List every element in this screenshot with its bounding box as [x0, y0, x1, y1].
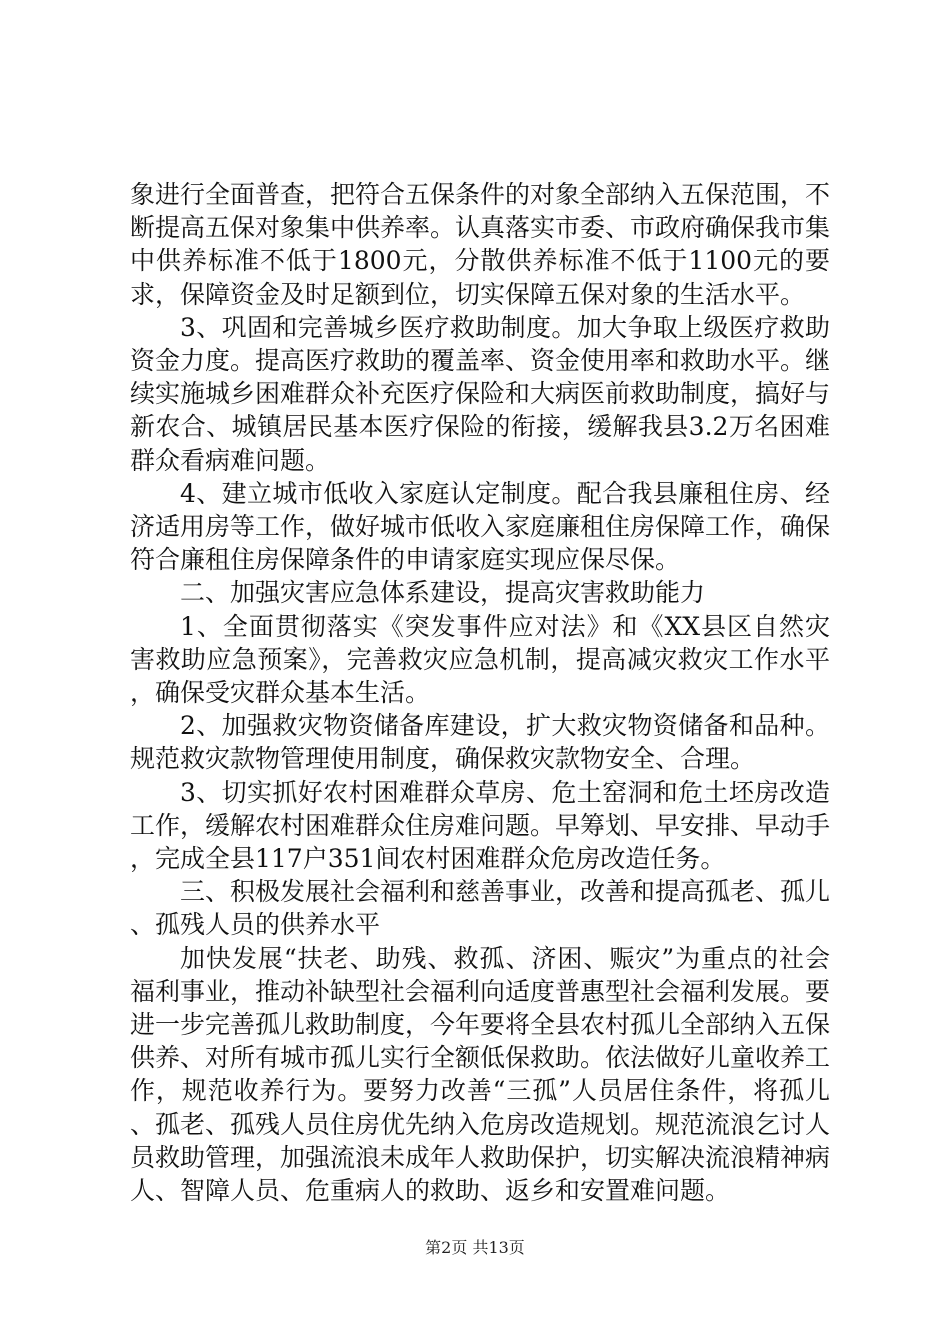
section-heading-social-welfare: 三、积极发展社会福利和慈善事业，改善和提高孤老、孤儿、孤残人员的供养水平	[130, 877, 831, 940]
paragraph-low-income-certification: 4、建立城市低收入家庭认定制度。配合我县廉租住房、经济适用房等工作，做好城市低收入家庭廉租住房保障工作，确保符合廉租住房保障条件的申请家庭实现应保尽保。	[130, 478, 831, 575]
paragraph-welfare-development: 加快发展“扶老、助残、救孤、济困、赈灾”为重点的社会福利事业，推动补缺型社会福利向适度普惠型社会福利发展。要进一步完善孤儿救助制度，今年要将全县农村孤儿全部纳入五保供养、对所有城市孤儿实行全额低保救助。依法做好儿童收养工作，规范收养行为。要努力改善“三孤”人员居住条件，将孤儿、孤老、孤残人员住房优先纳入危房改造规划。规范流浪乞讨人员救助管理，加强流浪未成年人救助保护，切实解决流浪精神病人、智障人员、危重病人的救助、返乡和安置难问题。	[130, 943, 831, 1206]
section-heading-disaster-relief: 二、加强灾害应急体系建设，提高灾害救助能力	[180, 578, 706, 608]
paragraph-emergency-law: 1、全面贯彻落实《突发事件应对法》和《XX县区自然灾害救助应急预案》，完善救灾应急机制，提高减灾救灾工作水平，确保受灾群众基本生活。	[130, 611, 830, 708]
document-body	[130, 178, 830, 1207]
paragraph-medical-aid: 3、巩固和完善城乡医疗救助制度。加大争取上级医疗救助资金力度。提高医疗救助的覆盖率、资金使用率和救助水平。继续实施城乡困难群众补充医疗保险和大病医前救助制度，搞好与新农合、城镇居民基本医疗保险的衔接，缓解我县3.2万名困难群众看病难问题。	[130, 312, 831, 475]
paragraph-relief-storage: 2、加强救灾物资储备库建设，扩大救灾物资储备和品种。规范救灾款物管理使用制度，确保救灾款物安全、合理。	[130, 711, 830, 774]
page-number-footer: 第2页 共13页	[425, 1238, 525, 1257]
paragraph-housing-renovation: 3、切实抓好农村困难群众草房、危土窑洞和危土坯房改造工作，缓解农村困难群众住房难问题。早筹划、早安排、早动手，完成全县117户351间农村困难群众危房改造任务。	[130, 777, 831, 874]
paragraph-continuation: 象进行全面普查，把符合五保条件的对象全部纳入五保范围，不断提高五保对象集中供养率。认真落实市委、市政府确保我市集中供养标准不低于1800元，分散供养标准不低于1100元的要求，保障资金及时足额到位，切实保障五保对象的生活水平。	[130, 180, 831, 309]
